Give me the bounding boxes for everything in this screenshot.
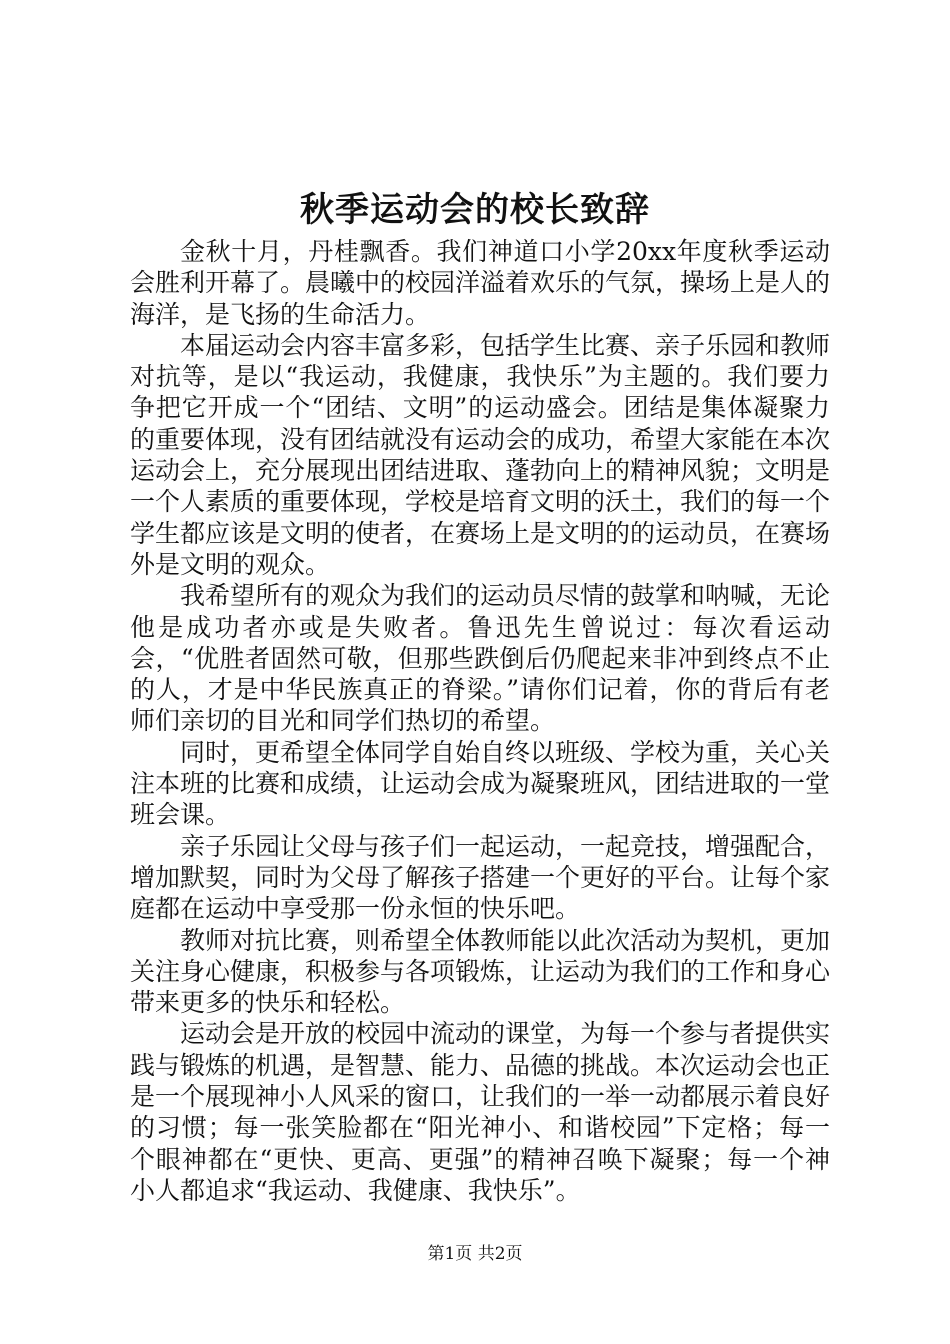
paragraph-6: 教师对抗比赛，则希望全体教师能以此次活动为契机，更加关注身心健康，积极参与各项锻炼，让运动为我们的工作和身心带来更多的快乐和轻松。 bbox=[130, 925, 831, 1018]
paragraph-3: 我希望所有的观众为我们的运动员尽情的鼓掌和呐喊，无论他是成功者亦或是失败者。鲁迅先生曾说过：每次看运动会，“优胜者固然可敬，但那些跌倒后仍爬起来非冲到终点不止的人，才是中华民族真正的脊梁。”请你们记着，你的背后有老师们亲切的目光和同学们热切的希望。 bbox=[130, 581, 831, 736]
paragraph-4: 同时，更希望全体同学自始自终以班级、学校为重，关心关注本班的比赛和成绩，让运动会成为凝聚班风，团结进取的一堂班会课。 bbox=[130, 737, 831, 830]
document-body bbox=[130, 236, 830, 1206]
page-number-label: 第1页 共2页 bbox=[427, 1244, 523, 1264]
paragraph-1: 金秋十月，丹桂飘香。我们神道口小学20xx年度秋季运动会胜利开幕了。晨曦中的校园洋溢着欢乐的气氛，操场上是人的海洋，是飞扬的生命活力。 bbox=[130, 237, 831, 329]
paragraph-7: 运动会是开放的校园中流动的课堂，为每一个参与者提供实践与锻炼的机遇，是智慧、能力、品德的挑战。本次运动会也正是一个展现神小人风采的窗口，让我们的一举一动都展示着良好的习惯；每一张笑脸都在“阳光神小、和谐校园”下定格；每一个眼神都在“更快、更高、更强”的精神召唤下凝聚；每一个神小人都追求“我运动、我健康、我快乐”。 bbox=[130, 1019, 831, 1205]
paragraph-5: 亲子乐园让父母与孩子们一起运动，一起竞技，增强配合，增加默契，同时为父母了解孩子搭建一个更好的平台。让每个家庭都在运动中享受那一份永恒的快乐吧。 bbox=[130, 831, 831, 924]
document-title: 秋季运动会的校长致辞 bbox=[300, 190, 650, 230]
paragraph-2: 本届运动会内容丰富多彩，包括学生比赛、亲子乐园和教师对抗等，是以“我运动，我健康，我快乐”为主题的。我们要力争把它开成一个“团结、文明”的运动盛会。团结是集体凝聚力的重要体现，没有团结就没有运动会的成功，希望大家能在本次运动会上，充分展现出团结进取、蓬勃向上的精神风貌；文明是一个人素质的重要体现，学校是培育文明的沃土，我们的每一个学生都应该是文明的使者，在赛场上是文明的的运动员，在赛场外是文明的观众。 bbox=[130, 330, 831, 579]
page-footer bbox=[0, 1242, 950, 1266]
